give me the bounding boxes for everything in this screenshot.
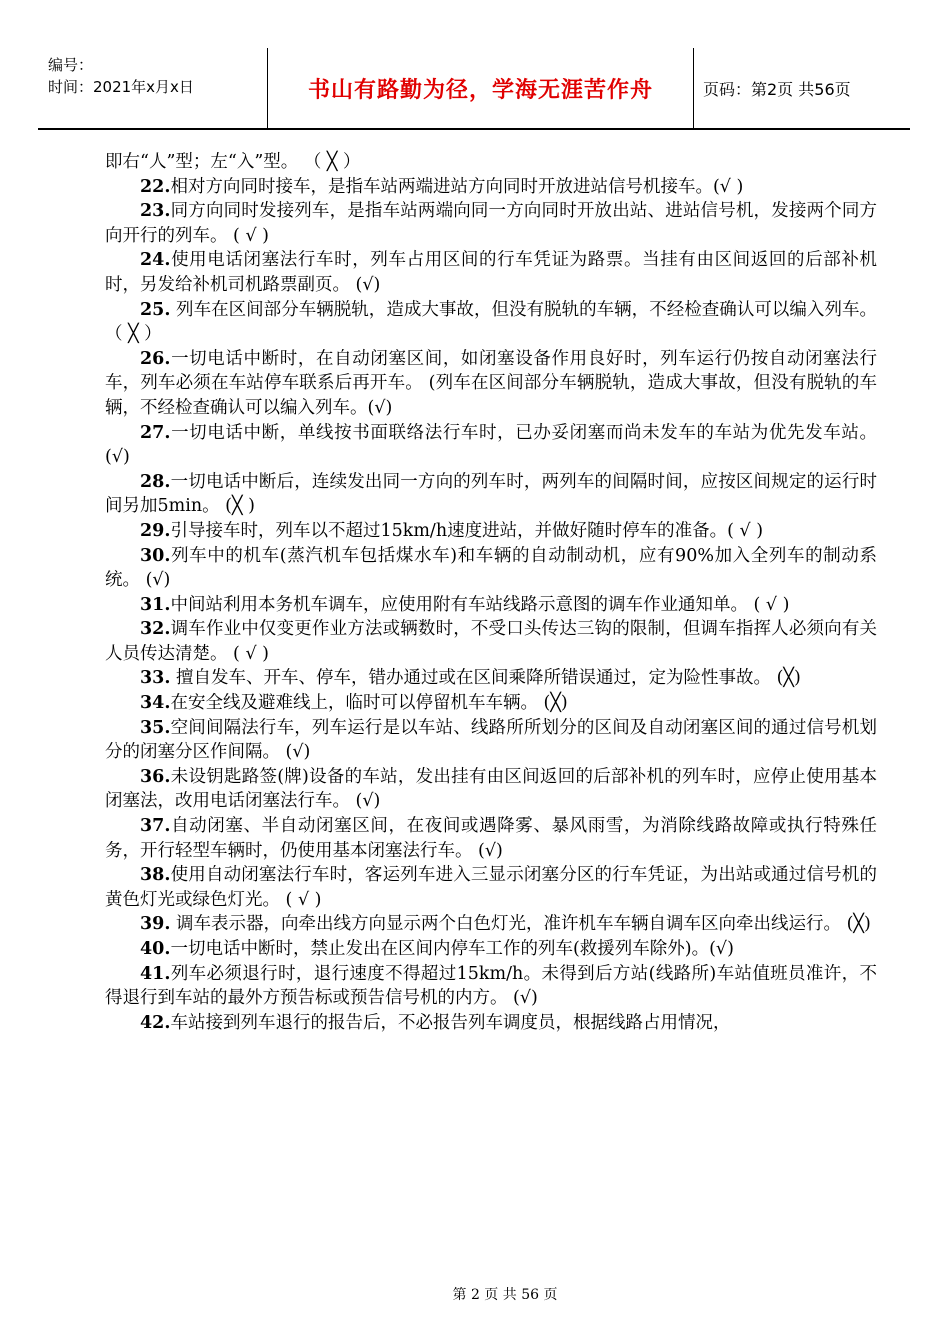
question-number: 34. bbox=[140, 693, 171, 714]
question-number: 33. bbox=[140, 668, 171, 689]
question-text: 列车在区间部分车辆脱轨，造成大事故，但没有脱轨的车辆，不经检查确认可以编入列车。 （ ╳ ） bbox=[105, 299, 877, 345]
question-text: 使用自动闭塞法行车时，客运列车进入三显示闭塞分区的行车凭证，为出站或通过信号机的黄色灯光或绿色灯光。 ( √ ) bbox=[105, 865, 877, 910]
question-text: 列车必须退行时，退行速度不得超过15km/h。未得到后方站(线路所)车站值班员准许，不得退行到车站的最外方预告标或预告信号机的内方。 (√) bbox=[105, 963, 877, 1009]
question-number: 37. bbox=[140, 816, 171, 837]
question-number: 27. bbox=[140, 422, 171, 443]
question-item bbox=[105, 691, 877, 716]
question-item bbox=[105, 150, 877, 175]
document-time-label: 时间：2021年x月x日 bbox=[48, 78, 194, 96]
question-item bbox=[105, 716, 877, 765]
question-item bbox=[105, 519, 877, 544]
question-item bbox=[105, 175, 877, 200]
question-item bbox=[105, 347, 877, 421]
question-number: 36. bbox=[140, 766, 171, 787]
question-text: 一切电话中断，单线按书面联络法行车时，已办妥闭塞而尚未发车的车站为优先发车站。 (√) bbox=[105, 422, 877, 468]
question-number: 26. bbox=[140, 348, 171, 369]
header-motto: 书山有路勤为径，学海无涯苦作舟 bbox=[307, 77, 653, 103]
question-item bbox=[105, 199, 877, 248]
question-number: 29. bbox=[140, 520, 171, 541]
question-text: 擅自发车、开车、停车，错办通过或在区间乘降所错误通过，定为险性事故。 (╳) bbox=[170, 668, 801, 689]
question-text: 使用电话闭塞法行车时，列车占用区间的行车凭证为路票。当挂有由区间返回的后部补机时，另发给补机司机路票副页。 (√) bbox=[105, 250, 877, 295]
question-text: 空间间隔法行车，列车运行是以车站、线路所所划分的区间及自动闭塞区间的通过信号机划分的闭塞分区作间隔。 (√) bbox=[105, 717, 877, 763]
question-text: 在安全线及避难线上，临时可以停留机车车辆。 (╳) bbox=[170, 693, 568, 714]
question-text: 一切电话中断时，在自动闭塞区间，如闭塞设备作用良好时，列车运行仍按自动闭塞法行车，列车必须在车站停车联系后再开车。 (列车在区间部分车辆脱轨，造成大事故，但没有脱轨的车辆，不经检查确认可以编入列车。(√) bbox=[105, 348, 877, 418]
question-item bbox=[105, 421, 877, 470]
question-item bbox=[105, 593, 877, 618]
question-number: 41. bbox=[140, 963, 171, 984]
question-number: 40. bbox=[140, 939, 171, 959]
question-number: 30. bbox=[140, 545, 171, 566]
question-number: 22. bbox=[140, 176, 171, 197]
question-text: 引导接车时，列车以不超过15km/h速度进站，并做好随时停车的准备。( √ ) bbox=[170, 520, 764, 541]
page-footer bbox=[0, 1284, 950, 1304]
question-number: 38. bbox=[140, 865, 171, 886]
question-text: 一切电话中断时，禁止发出在区间内停车工作的列车(救援列车除外)。(√) bbox=[170, 939, 734, 959]
question-number: 24. bbox=[140, 250, 171, 271]
question-number: 39. bbox=[140, 914, 171, 935]
question-text: 调车作业中仅变更作业方法或辆数时，不受口头传达三钩的限制，但调车指挥人必须向有关人员传达清楚。 ( √ ) bbox=[105, 619, 877, 664]
question-text: 自动闭塞、半自动闭塞区间，在夜间或遇降雾、暴风雨雪，为消除线路故障或执行特殊任务，开行轻型车辆时，仍使用基本闭塞法行车。 (√) bbox=[105, 816, 877, 861]
question-text: 一切电话中断后，连续发出同一方向的列车时，两列车的间隔时间，应按区间规定的运行时间另加5min。 (╳ ) bbox=[105, 471, 877, 517]
question-item bbox=[105, 962, 877, 1011]
question-text: 未设钥匙路签(牌)设备的车站，发出挂有由区间返回的后部补机的列车时，应停止使用基本闭塞法，改用电话闭塞法行车。 (√) bbox=[105, 766, 877, 812]
question-item bbox=[105, 617, 877, 666]
question-number: 31. bbox=[140, 594, 171, 615]
question-item bbox=[105, 1011, 877, 1036]
question-item bbox=[105, 666, 877, 691]
question-number: 28. bbox=[140, 471, 171, 492]
question-number: 23. bbox=[140, 201, 171, 222]
question-item bbox=[105, 765, 877, 814]
question-item bbox=[105, 298, 877, 347]
question-number: 32. bbox=[140, 619, 171, 640]
question-item bbox=[105, 544, 877, 593]
header-divider bbox=[693, 48, 694, 128]
question-number: 42. bbox=[140, 1012, 171, 1033]
question-item bbox=[105, 814, 877, 863]
question-text: 中间站利用本务机车调车，应使用附有车站线路示意图的调车作业通知单。 ( √ ) bbox=[170, 594, 790, 615]
question-text: 即右“人”型；左“入”型。 （ ╳ ） bbox=[105, 152, 361, 172]
header-page-info: 页码：第2页 共56页 bbox=[703, 79, 851, 99]
header-meta bbox=[48, 54, 273, 98]
page-header bbox=[38, 48, 910, 130]
question-text: 调车表示器，向牵出线方向显示两个白色灯光，准许机车车辆自调车区向牵出线运行。 (╳) bbox=[170, 914, 871, 935]
question-item bbox=[105, 912, 877, 937]
question-text: 同方向同时发接列车，是指车站两端向同一方向同时开放出站、进站信号机，发接两个同方向开行的列车。 ( √ ) bbox=[105, 201, 877, 246]
question-number: 35. bbox=[140, 717, 171, 738]
footer-page-number: 第 2 页 共 56 页 bbox=[452, 1287, 558, 1303]
question-text: 列车中的机车(蒸汽机车包括煤水车)和车辆的自动制动机，应有90%加入全列车的制动系统。 (√) bbox=[105, 545, 877, 591]
document-number-label: 编号： bbox=[48, 56, 94, 74]
question-item bbox=[105, 248, 877, 297]
question-item bbox=[105, 863, 877, 912]
question-number: 25. bbox=[140, 299, 171, 320]
question-item bbox=[105, 470, 877, 519]
question-item bbox=[105, 937, 877, 962]
question-text: 相对方向同时接车，是指车站两端进站方向同时开放进站信号机接车。(√ ) bbox=[170, 176, 744, 197]
question-text: 车站接到列车退行的报告后，不必报告列车调度员，根据线路占用情况， bbox=[170, 1012, 731, 1033]
document-body bbox=[105, 150, 877, 1035]
